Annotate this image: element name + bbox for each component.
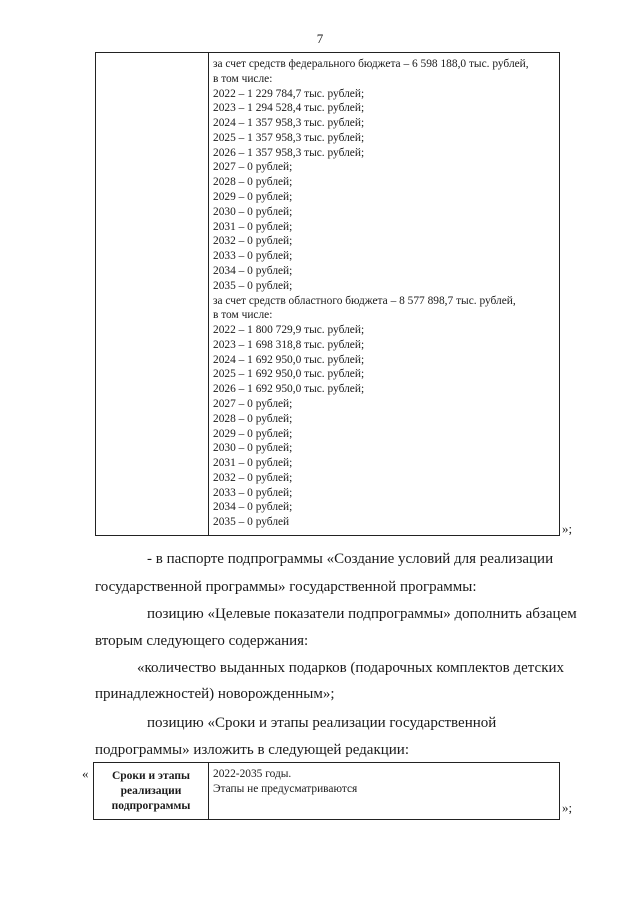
- funding-line: 2030 – 0 рублей;: [213, 205, 293, 218]
- funding-line: 2025 – 1 692 950,0 тыс. рублей;: [213, 368, 365, 381]
- funding-line: за счет средств областного бюджета – 8 577 898,7 тыс. рублей,: [213, 294, 516, 307]
- funding-line: 2028 – 0 рублей;: [213, 176, 293, 189]
- funding-line: 2024 – 1 357 958,3 тыс. рублей;: [213, 117, 365, 130]
- funding-table-content: [213, 57, 558, 530]
- terms-label-line: реализации: [120, 785, 182, 797]
- funding-line: 2026 – 1 357 958,3 тыс. рублей;: [213, 146, 365, 159]
- terms-value: [213, 767, 357, 796]
- funding-line: 2022 – 1 229 784,7 тыс. рублей;: [213, 87, 365, 100]
- terms-label-line: подпрограммы: [111, 800, 191, 812]
- page-number: 7: [316, 31, 324, 46]
- funding-table: [95, 52, 560, 536]
- funding-line: 2034 – 0 рублей;: [213, 264, 293, 277]
- funding-line: 2027 – 0 рублей;: [213, 161, 293, 174]
- paragraph-1-line-1: - в паспорте подпрограммы «Создание условий для реализации: [147, 551, 554, 567]
- funding-line: 2029 – 0 рублей;: [213, 427, 293, 440]
- funding-line: 2033 – 0 рублей;: [213, 486, 293, 499]
- funding-line: 2034 – 0 рублей;: [213, 501, 293, 514]
- funding-line: в том числе:: [213, 309, 273, 322]
- terms-value-line: 2022-2035 годы.: [213, 768, 292, 780]
- funding-line: 2022 – 1 800 729,9 тыс. рублей;: [213, 324, 365, 337]
- funding-line: 2032 – 0 рублей;: [213, 235, 293, 248]
- paragraph-4-line-2: подрограммы» изложить в следующей редакции:: [95, 742, 409, 758]
- funding-line: 2031 – 0 рублей;: [213, 457, 293, 470]
- funding-line: в том числе:: [213, 72, 273, 85]
- paragraph-1-line-2: государственной программы» государственной программы:: [95, 579, 477, 595]
- funding-line: 2024 – 1 692 950,0 тыс. рублей;: [213, 353, 365, 366]
- funding-line: 2027 – 0 рублей;: [213, 397, 293, 410]
- terms-label-line: Сроки и этапы: [111, 770, 191, 782]
- funding-line: 2023 – 1 698 318,8 тыс. рублей;: [213, 338, 365, 351]
- table-column-divider: [208, 763, 209, 819]
- funding-line: 2023 – 1 294 528,4 тыс. рублей;: [213, 102, 365, 115]
- closing-quote: »;: [562, 521, 573, 536]
- funding-line: 2032 – 0 рублей;: [213, 471, 293, 484]
- paragraph-2-line-1: позицию «Целевые показатели подпрограммы» дополнить абзацем: [147, 606, 577, 622]
- funding-line: 2025 – 1 357 958,3 тыс. рублей;: [213, 131, 365, 144]
- terms-table: [93, 762, 560, 820]
- paragraph-4-line-1: позицию «Сроки и этапы реализации государственной: [147, 715, 497, 731]
- closing-quote: »;: [562, 800, 573, 815]
- funding-line: 2030 – 0 рублей;: [213, 442, 293, 455]
- paragraph-3-line-1: «количество выданных подарков (подарочных комплектов детских: [137, 660, 565, 676]
- funding-line: за счет средств федерального бюджета – 6 598 188,0 тыс. рублей,: [213, 58, 529, 70]
- funding-line: 2033 – 0 рублей;: [213, 250, 293, 263]
- funding-line: 2031 – 0 рублей;: [213, 220, 293, 233]
- funding-line: 2026 – 1 692 950,0 тыс. рублей;: [213, 383, 365, 396]
- opening-quote: «: [82, 766, 89, 781]
- table-column-divider: [208, 53, 209, 535]
- terms-label: [94, 769, 208, 814]
- paragraph-3-line-2: принадлежностей) новорожденным»;: [95, 686, 335, 702]
- funding-line: 2035 – 0 рублей: [213, 516, 290, 529]
- paragraph-2-line-2: вторым следующего содержания:: [95, 633, 309, 649]
- funding-line: 2028 – 0 рублей;: [213, 412, 293, 425]
- funding-line: 2035 – 0 рублей;: [213, 279, 293, 292]
- funding-line: 2029 – 0 рублей;: [213, 191, 293, 204]
- terms-value-line: Этапы не предусматриваются: [213, 782, 358, 795]
